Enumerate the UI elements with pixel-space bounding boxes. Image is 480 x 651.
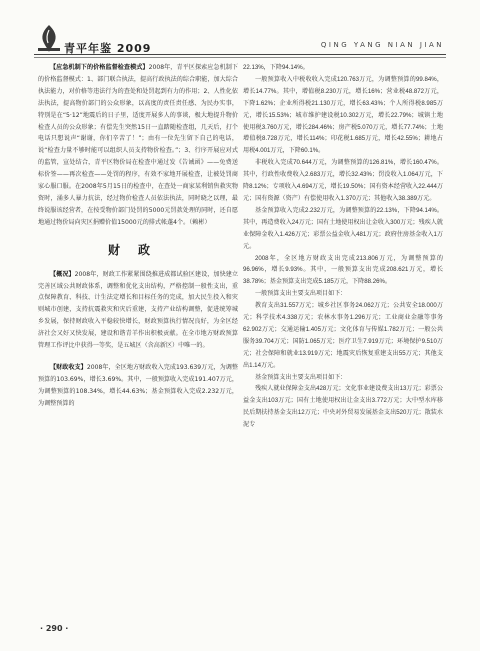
header-rule	[34, 54, 446, 55]
paragraph-revenue-expenditure	[38, 362, 238, 410]
header-rule-thin	[34, 57, 446, 58]
page-number: · 290 ·	[40, 624, 69, 633]
paragraph: 基金预算收入完成2.232万元，为调整预算的22.13%，下降94.14%。其中，再造费收入24万元；国有土地使用权出让金收入300万元；残疾人就业保障金收入1.426万元；彩票公益金收入481万元；政府住房基金收入1万元。	[243, 206, 443, 250]
paragraph: 教育支出31.557万元；城乡社区事务24.062万元；公共安全18.000万元；科学技术4.338万元；农林水事务1.296万元；工业商业金融等事务62.902万元；交通运输1.405万元；文化体育与传媒1.782万元；一般公共服务39.704万元；国防1.065万元；医疗卫生7.919万元；环境保护9.510万元；社会保障和就业13.919万元；地震灾后恢复重建支出55万元；其他支出1.14万元。	[243, 302, 443, 369]
paragraph: 2008年，全区地方财政支出完成213.806万元，为调整预算的96.96%，增长9.93%。其中，一般预算支出完成208.621万元，增长38.78%；基金预算支出完成5.185万元，下降88.26%。	[243, 254, 443, 286]
paragraph-text: 2008年，财政工作紧紧围绕推进成都试验区建设，加快建立完善区域公共财政体系，调整和优化支出结构，严格控制一般性支出，重点保障教育、科技、计生法定增长和目标任务的完成，加大民生投入和灾则城市创建，支持抗震救灾和灾后重建，支持产业结构调整，促进统筹城乡发展，保持财政收入平稳较快增长，财政预算执行情况良好，为全区经济社会又好又快发展，建设和谐青羊作出积极贡献。在全市地方财政预算管理工作评比中获得一等奖，是五城区（含高新区）中唯一的。	[38, 270, 238, 350]
paragraph: 一般预算收入中税收收入完成120.763万元，为调整预算的99.84%，增长14.77%。其中，增值税8.230万元，增长16%；营业税48.872万元，下降1.62%；企业所得税21.130万元，增长63.43%；个人所得税8.985万元，增长15.53%；城市维护建设税10.302万元，增长22.79%；城镇土地使用税3.760万元，增长284.46%；房产税5.070万元，增长77.74%；土地增值税8.728万元，增长114%；印花税1.685万元，增长42.55%；耕地占用税4.001万元，下降60.1%。	[243, 75, 443, 155]
paragraph: 基金预算支出主要支出项目如下：	[255, 373, 347, 381]
right-column	[243, 62, 443, 431]
yearbook-logo-icon	[36, 22, 62, 54]
paragraph-overview	[38, 269, 238, 352]
paragraph: 非税收入完成70.644万元，为调整预算的126.81%，增长160.47%。其中，行政性收费收入2.683万元，增长32.43%；罚没收入1.064万元，下降8.12%；专项收入4.694万元，增长19.50%；国有资本经营收入22.444万元；国有资源（资产）有偿使用收入1.370万元；其他收入38.389万元。	[243, 159, 443, 202]
paragraph: 残疾人就业保障金支出428万元；文化事业建设费支出13万元；彩票公益金支出103万元；国有土地使用权出让金支出3.772万元；大中型水库移民后期扶持基金支出12万元；中央对外贸易发展基金支出520万元；散装水泥专	[243, 385, 443, 429]
title-year: 2009	[116, 42, 152, 55]
heading-tag: 【财政收支】	[50, 363, 87, 371]
title-cn: 青平年鉴	[64, 42, 112, 55]
header-pinyin: QING YANG NIAN JIAN	[320, 41, 444, 49]
paragraph-price-supervision	[38, 62, 238, 229]
paragraph: 22.13%，下降94.14%。	[243, 64, 309, 71]
heading-tag: 【应急机制下的价格监督检查模式】	[50, 64, 149, 71]
paragraph-text: 2008年，青平区探索应急机制下的价格监督模式：1、部门联合执法，提高行政执法的综合职能，加大综合执法能力，对价格等违法行为的查处和处罚起到有力的作用；2、人性化依法执法，提高物价部门的公众形象，以高度的责任责任感、为民办实事，特别是在“5·12”地震后的日子里，适度开展多人的事谈，极大地提升物价检查人员的公众形象；有偿先生突然15日一直踏随检查组，几天后，打个电话只想说声“谢谢，你们辛苦了！”；由有一位先生留下自己的电话，说“检查力量不够时能可以组织人员支持物价检查。”；3、行序开展应对式的监管，宣处结合，青平区物价局在检查中通过发《告诫函》——免费送标价签——再次检查——处罚的程序，有效不家地开展检查，让被处罚商家心服口服。在2008年5月15日的检查中，在查处一商家某利销售救灾物资时，涌多人暴力抗法，经过物价检查人员依法执法，同时晓之以理，最终说服该经营者，在按受物价部门处罚的5000元罚款处理的同时，还自愿地通过物价局向灾区捐赠价值15000元的排式帐蓬4个。（赖彬）	[38, 64, 238, 226]
paragraph: 一般预算支出主要支出项目如下：	[255, 290, 347, 298]
paragraph-text: 2008年，全区地方财政收入完成193.639万元，为调整预算的103.69%，增长3.69%。其中，一般预算收入完成191.407万元，为调整预算的108.34%，增长44.63%；基金预算收入完成2.232万元，为调整预算的	[38, 363, 238, 407]
heading-tag: 【概况】	[50, 270, 75, 278]
section-title: 财政	[107, 242, 168, 257]
page-header	[0, 0, 480, 58]
left-column	[38, 62, 238, 410]
